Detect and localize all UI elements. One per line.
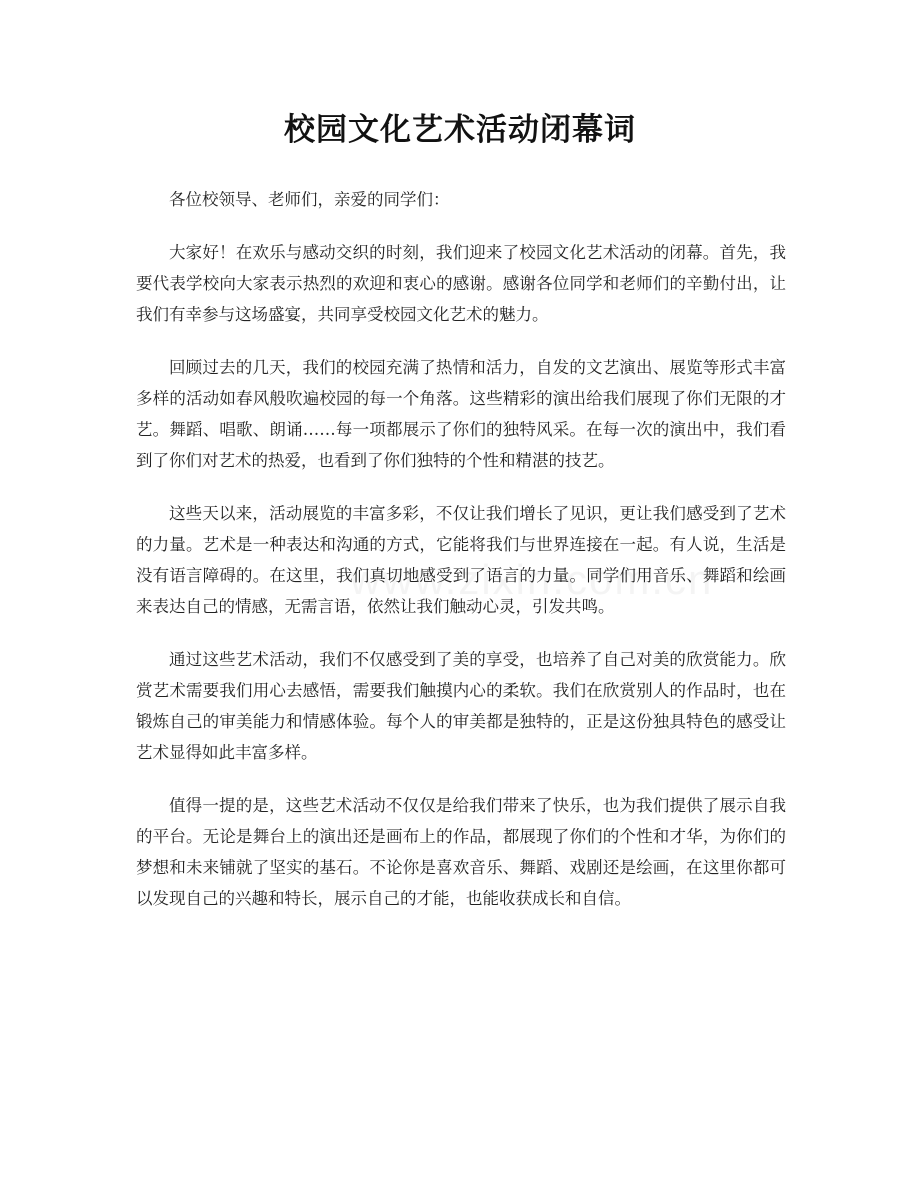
paragraph: 回顾过去的几天，我们的校园充满了热情和活力，自发的文艺演出、展览等形式丰富多样的活动如春风般吹遍校园的每一个角落。这些精彩的演出给我们展现了你们无限的才艺。舞蹈、唱歌、朗诵……每一项都展示了你们的独特风采。在每一次的演出中，我们看到了你们对艺术的热爱，也看到了你们独特的个性和精湛的技艺。: [136, 358, 786, 470]
paragraph: 这些天以来，活动展览的丰富多彩，不仅让我们增长了见识，更让我们感受到了艺术的力量。艺术是一种表达和沟通的方式，它能将我们与世界连接在一起。有人说，生活是没有语言障碍的。在这里，我们真切地感受到了语言的力量。同学们用音乐、舞蹈和绘画来表达自己的情感，无需言语，依然让我们触动心灵，引发共鸣。: [136, 504, 786, 616]
paragraph: 通过这些艺术活动，我们不仅感受到了美的享受，也培养了自己对美的欣赏能力。欣赏艺术需要我们用心去感悟，需要我们触摸内心的柔软。我们在欣赏别人的作品时，也在锻炼自己的审美能力和情感体验。每个人的审美都是独特的，正是这份独具特色的感受让艺术显得如此丰富多样。: [136, 650, 786, 762]
page-title: 校园文化艺术活动闭幕词: [284, 112, 636, 148]
paragraph: 大家好！在欢乐与感动交织的时刻，我们迎来了校园文化艺术活动的闭幕。首先，我要代表学校向大家表示热烈的欢迎和衷心的感谢。感谢各位同学和老师们的辛勤付出，让我们有幸参与这场盛宴，共同享受校园文化艺术的魅力。: [136, 243, 786, 324]
greeting: 各位校领导、老师们，亲爱的同学们：: [169, 190, 450, 209]
document-body: [136, 184, 786, 936]
paragraph: 值得一提的是，这些艺术活动不仅仅是给我们带来了快乐，也为我们提供了展示自我的平台。无论是舞台上的演出还是画布上的作品，都展现了你们的个性和才华，为你们的梦想和未来铺就了坚实的基石。不论你是喜欢音乐、舞蹈、戏剧还是绘画，在这里你都可以发现自己的兴趣和特长，展示自己的才能，也能收获成长和自信。: [136, 796, 786, 908]
